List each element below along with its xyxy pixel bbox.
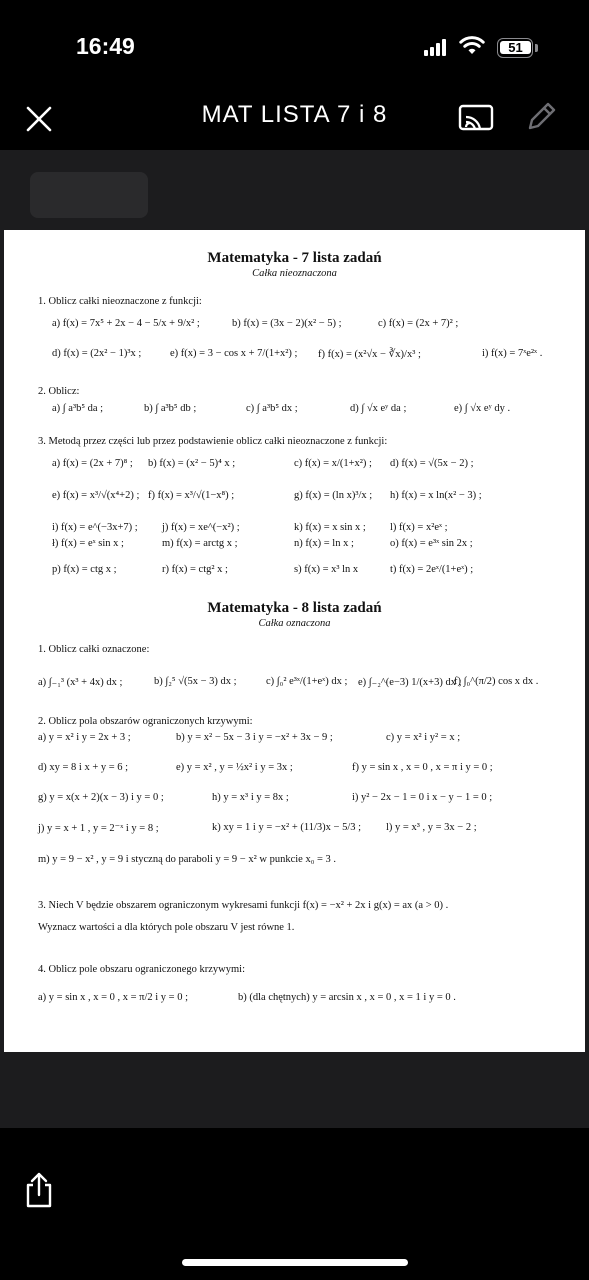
bottom-toolbar [0,1128,589,1280]
list7-q2-b: b) ∫ a³b⁵ db ; [144,403,197,414]
list8-q2-f: f) y = sin x , x = 0 , x = π i y = 0 ; [352,762,493,773]
list8-q2-b: b) y = x² − 5x − 3 i y = −x² + 3x − 9 ; [176,732,333,743]
list8-q3-text: 3. Niech V będzie obszarem ograniczonym wykresami funkcji f(x) = −x² + 2x i g(x) = ax (a > 0) . [38,900,449,911]
list7-q3-o: o) f(x) = e³ˣ sin 2x ; [390,538,473,549]
list7-q2-a: a) ∫ a³b⁵ da ; [52,403,104,414]
page-thumbnail-placeholder [30,172,148,218]
list8-q3-text-2: Wyznacz wartości a dla których pole obszaru V jest równe 1. [38,922,295,933]
list7-q3-i: i) f(x) = e^(−3x+7) ; [52,522,138,533]
list8-q2-e: e) y = x² , y = ½x² i y = 3x ; [176,762,293,773]
home-indicator[interactable] [182,1259,408,1266]
list7-q2-d: d) ∫ √x eʸ da ; [350,403,407,414]
status-bar [0,0,589,88]
list8-q2-g: g) y = x(x + 2)(x − 3) i y = 0 ; [38,792,164,803]
list8-q1-e: e) ∫₋₂^(e−3) 1/(x+3) dx ; [358,677,462,688]
status-time: 16:49 [76,33,135,59]
list8-q2-j: j) y = x + 1 , y = 2⁻ˣ i y = 8 ; [38,823,159,834]
markup-pencil-icon[interactable] [522,98,560,136]
list7-q1-a: a) f(x) = 7x⁵ + 2x − 4 − 5/x + 9/x² ; [52,318,200,329]
list8-subtitle: Całka oznaczona [258,618,331,629]
list7-q1-i: i) f(x) = 7ˣe²ˣ . [482,348,543,359]
list8-q2-i: i) y² − 2x − 1 = 0 i x − y − 1 = 0 ; [352,792,493,803]
list8-title: Matematyka - 8 lista zadań [207,600,382,616]
list7-q1-d: d) f(x) = (2x² − 1)³x ; [52,348,142,359]
battery-icon [497,38,533,58]
document-title: MAT LISTA 7 i 8 [201,101,388,128]
list8-q4-b: b) (dla chętnych) y = arcsin x , x = 0 , x = 1 i y = 0 . [238,992,456,1003]
list7-q2-c: c) ∫ a³b⁵ dx ; [246,403,298,414]
battery-nub [535,44,538,52]
list8-q4-a: a) y = sin x , x = 0 , x = π/2 i y = 0 ; [38,992,189,1003]
list8-q1-b: b) ∫₂⁵ √(5x − 3) dx ; [154,676,237,687]
share-icon[interactable] [22,1170,56,1210]
list7-q3-r: r) f(x) = ctg² x ; [162,564,228,575]
list7-q3-s: s) f(x) = x³ ln x [294,564,359,575]
list8-q1-c: c) ∫₀² e³ˣ/(1+eˣ) dx ; [266,676,348,687]
list7-q3-f: f) f(x) = x³/√(1−x⁸) ; [148,490,235,501]
list7-q1-c: c) f(x) = (2x + 7)² ; [378,318,459,329]
list7-q3-c: c) f(x) = x/(1+x²) ; [294,458,372,469]
list8-q1-f: f) ∫₀^(π/2) cos x dx . [454,676,539,687]
nav-bar [0,88,589,150]
list7-q3-m: m) f(x) = arctg x ; [162,538,238,549]
list8-q2-c: c) y = x² i y² = x ; [386,732,461,743]
list8-q2-h: h) y = x³ i y = 8x ; [212,792,289,803]
list8-q1-a: a) ∫₋₁³ (x³ + 4x) dx ; [38,677,123,688]
list7-q3-j: j) f(x) = xe^(−x²) ; [162,522,240,533]
list7-q3-g: g) f(x) = (ln x)³/x ; [294,490,373,501]
list7-subtitle: Całka nieoznaczona [252,268,337,279]
battery-level: 51 [500,41,531,54]
list7-q3-d: d) f(x) = √(5x − 2) ; [390,458,474,469]
cast-icon[interactable] [457,102,495,134]
list8-q1-heading: 1. Oblicz całki oznaczone: [38,644,150,655]
list7-q3-l-stroke: ł) f(x) = eˣ sin x ; [52,538,124,549]
list7-title: Matematyka - 7 lista zadań [207,250,382,266]
list7-q3-h: h) f(x) = x ln(x² − 3) ; [390,490,482,501]
list7-q3-n: n) f(x) = ln x ; [294,538,354,549]
wifi-icon [459,36,485,56]
list7-q1-f: f) f(x) = (x²√x − ∛x)/x³ ; [318,349,421,360]
list7-q3-l: l) f(x) = x²eˣ ; [390,522,448,533]
list7-q3-heading: 3. Metodą przez części lub przez podstawienie oblicz całki nieoznaczone z funkcji: [38,436,388,447]
list7-q3-k: k) f(x) = x sin x ; [294,522,366,533]
list8-q2-heading: 2. Oblicz pola obszarów ograniczonych krzywymi: [38,716,253,727]
list7-q3-e: e) f(x) = x³/√(x⁴+2) ; [52,490,140,501]
list8-q2-l: l) y = x³ , y = 3x − 2 ; [386,822,477,833]
viewer-background [0,1052,589,1128]
list7-q1-b: b) f(x) = (3x − 2)(x² − 5) ; [232,318,342,329]
list7-q2-e: e) ∫ √x eʸ dy . [454,403,511,414]
list8-q2-m: m) y = 9 − x² , y = 9 i styczną do paraboli y = 9 − x² w punkcie x₀ = 3 . [38,854,337,865]
list7-q3-b: b) f(x) = (x² − 5)⁴ x ; [148,458,236,469]
list8-q4-heading: 4. Oblicz pole obszaru ograniczonego krzywymi: [38,964,246,975]
cellular-signal-icon [424,39,448,56]
document-page[interactable] [4,230,585,1052]
list7-q1-e: e) f(x) = 3 − cos x + 7/(1+x²) ; [170,348,298,359]
list7-q2-heading: 2. Oblicz: [38,386,80,397]
list8-q2-d: d) xy = 8 i x + y = 6 ; [38,762,129,773]
list7-q1-heading: 1. Oblicz całki nieoznaczone z funkcji: [38,296,202,307]
list8-q2-a: a) y = x² i y = 2x + 3 ; [38,732,131,743]
list7-q3-t: t) f(x) = 2eˣ/(1+eˣ) ; [390,564,474,575]
list8-q2-k: k) xy = 1 i y = −x² + (11/3)x − 5/3 ; [212,822,362,833]
list7-q3-a: a) f(x) = (2x + 7)⁸ ; [52,458,133,469]
list7-q3-p: p) f(x) = ctg x ; [52,564,117,575]
